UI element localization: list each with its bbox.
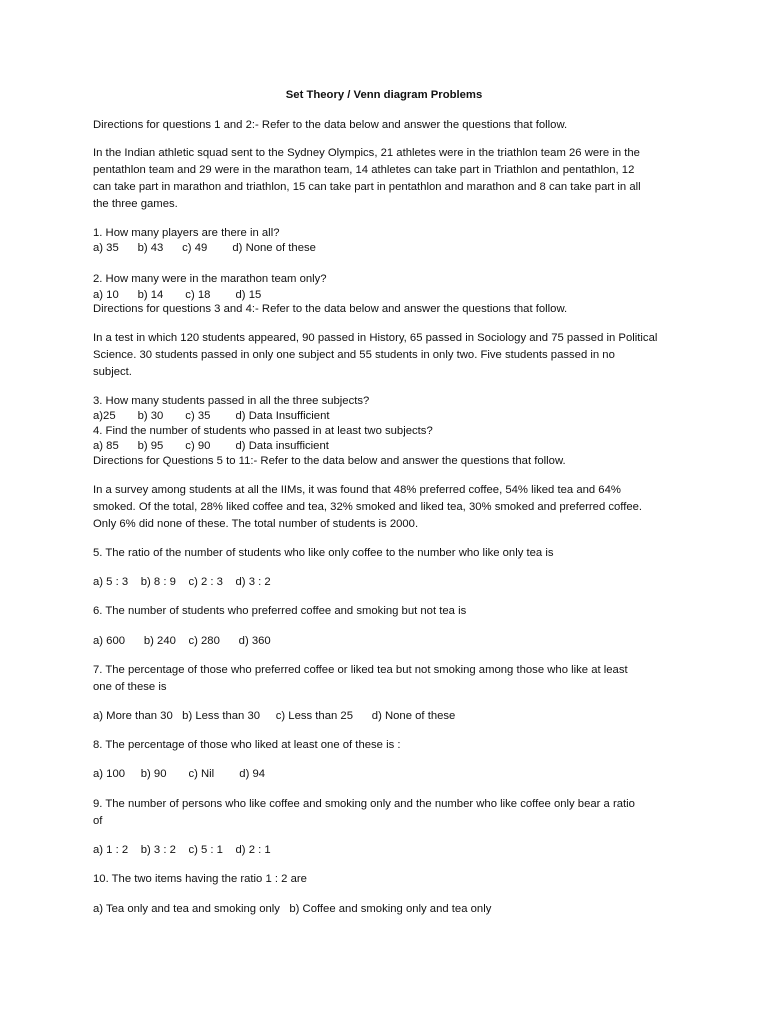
question-5-options: a) 5 : 3 b) 8 : 9 c) 2 : 3 d) 3 : 2	[93, 576, 271, 588]
passage-2-line-3: subject.	[93, 366, 132, 378]
question-3: 3. How many students passed in all the three subjects?	[93, 395, 370, 407]
passage-1-line-2: pentathlon team and 29 were in the marathon team, 14 athletes can take part in Triathlon and pentathlon, 12	[93, 164, 635, 176]
question-4-options: a) 85 b) 95 c) 90 d) Data insufficient	[93, 440, 329, 452]
passage-3-line-2: smoked. Of the total, 28% liked coffee and tea, 32% smoked and liked tea, 30% smoked and preferred coffee.	[93, 501, 643, 513]
question-10: 10. The two items having the ratio 1 : 2 are	[93, 873, 307, 885]
question-1-options: a) 35 b) 43 c) 49 d) None of these	[93, 242, 316, 254]
passage-2-line-2: Science. 30 students passed in only one subject and 55 students in only two. Five students passed in no	[93, 349, 615, 361]
question-7-options: a) More than 30 b) Less than 30 c) Less than 25 d) None of these	[93, 710, 456, 722]
question-9-cont: of	[93, 815, 103, 827]
passage-1-line-4: the three games.	[93, 198, 178, 210]
directions-q5-11: Directions for Questions 5 to 11:- Refer to the data below and answer the questions that follow.	[93, 455, 566, 467]
question-2: 2. How many were in the marathon team only?	[93, 273, 327, 285]
question-4: 4. Find the number of students who passed in at least two subjects?	[93, 425, 433, 437]
question-7: 7. The percentage of those who preferred coffee or liked tea but not smoking among those who like at least	[93, 664, 628, 676]
passage-1-line-3: can take part in marathon and triathlon, 15 can take part in pentathlon and marathon and 8 can take part in all	[93, 181, 641, 193]
question-9-options: a) 1 : 2 b) 3 : 2 c) 5 : 1 d) 2 : 1	[93, 844, 271, 856]
question-10-options: a) Tea only and tea and smoking only b) Coffee and smoking only and tea only	[93, 903, 492, 915]
question-8: 8. The percentage of those who liked at least one of these is :	[93, 739, 401, 751]
directions-q3-4: Directions for questions 3 and 4:- Refer to the data below and answer the questions that follow.	[93, 303, 568, 315]
passage-1-line-1: In the Indian athletic squad sent to the Sydney Olympics, 21 athletes were in the triathlon team 26 were in the	[93, 147, 640, 159]
directions-q1-2: Directions for questions 1 and 2:- Refer to the data below and answer the questions that follow.	[93, 119, 568, 131]
passage-3-line-1: In a survey among students at all the IIMs, it was found that 48% preferred coffee, 54% liked tea and 64%	[93, 484, 621, 496]
question-6-options: a) 600 b) 240 c) 280 d) 360	[93, 635, 271, 647]
question-9: 9. The number of persons who like coffee and smoking only and the number who like coffee only bear a ratio	[93, 798, 635, 810]
question-2-options: a) 10 b) 14 c) 18 d) 15	[93, 289, 262, 301]
passage-3-line-3: Only 6% did none of these. The total number of students is 2000.	[93, 518, 419, 530]
question-3-options: a)25 b) 30 c) 35 d) Data Insufficient	[93, 410, 330, 422]
question-7-cont: one of these is	[93, 681, 167, 693]
question-5: 5. The ratio of the number of students who like only coffee to the number who like only tea is	[93, 547, 554, 559]
page-title: Set Theory / Venn diagram Problems	[285, 89, 483, 101]
question-6: 6. The number of students who preferred coffee and smoking but not tea is	[93, 605, 467, 617]
passage-2-line-1: In a test in which 120 students appeared, 90 passed in History, 65 passed in Sociology and 75 passed in Political	[93, 332, 658, 344]
question-1: 1. How many players are there in all?	[93, 227, 280, 239]
question-8-options: a) 100 b) 90 c) Nil d) 94	[93, 768, 266, 780]
